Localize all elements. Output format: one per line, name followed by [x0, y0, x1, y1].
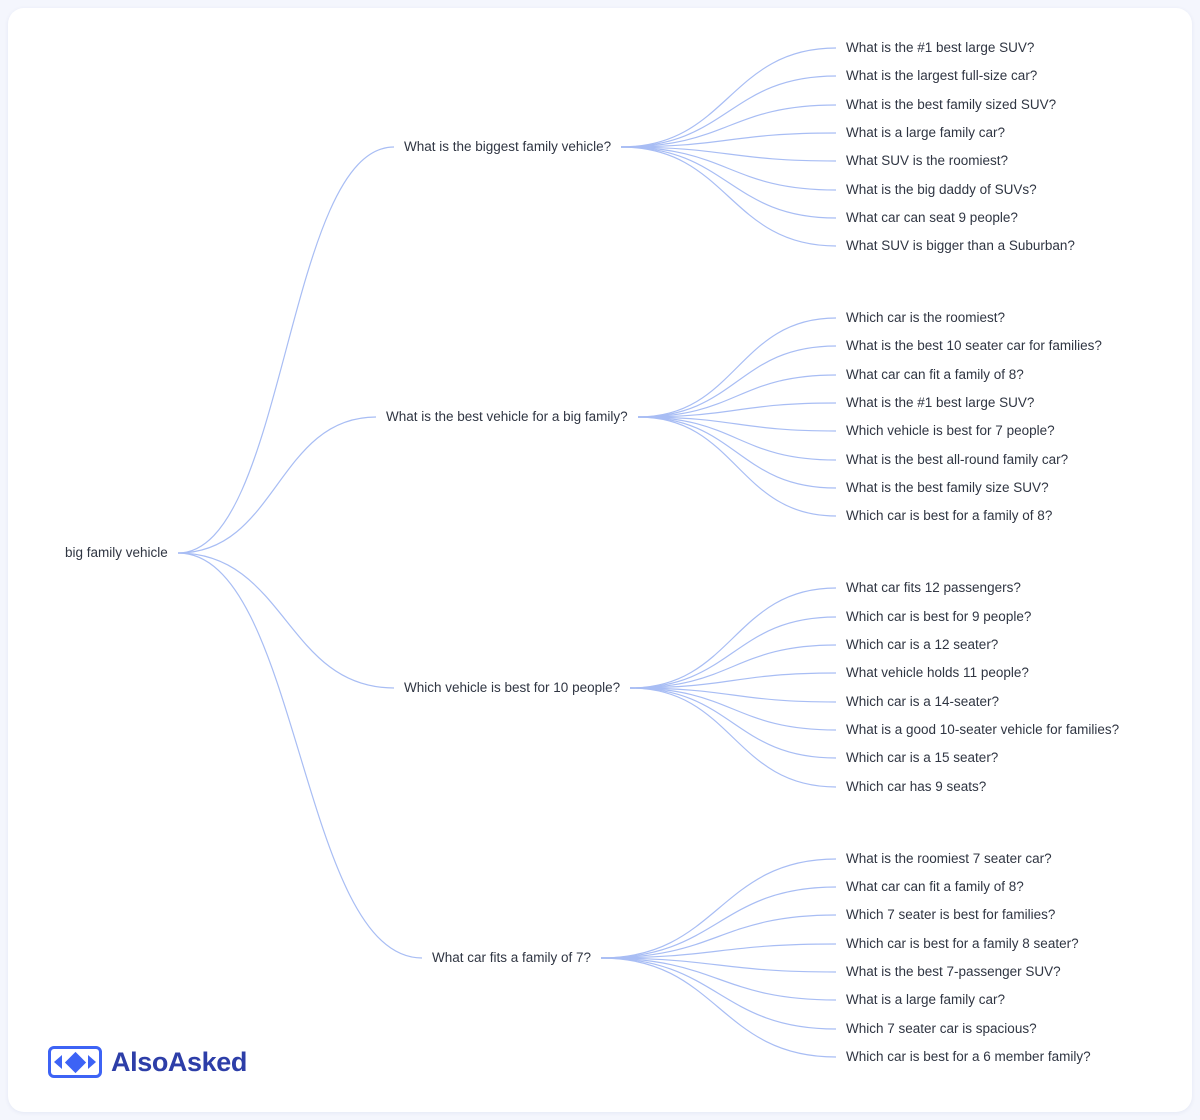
leaf-node-2-1[interactable]: Which car is best for 9 people? — [846, 609, 1032, 624]
leaf-node-2-5[interactable]: What is a good 10-seater vehicle for families? — [846, 722, 1120, 737]
mindmap-board[interactable] — [8, 8, 1192, 1112]
leaf-node-3-2[interactable]: Which 7 seater is best for families? — [846, 907, 1056, 922]
leaf-node-0-4[interactable]: What SUV is the roomiest? — [846, 153, 1009, 168]
leaf-node-3-1[interactable]: What car can fit a family of 8? — [846, 879, 1024, 894]
leaf-node-0-1[interactable]: What is the largest full-size car? — [846, 68, 1038, 83]
leaf-node-0-3[interactable]: What is a large family car? — [846, 125, 1006, 140]
alsoasked-logo-icon — [48, 1046, 102, 1078]
leaf-node-3-0[interactable]: What is the roomiest 7 seater car? — [846, 851, 1052, 866]
leaf-node-1-1[interactable]: What is the best 10 seater car for families? — [846, 338, 1102, 353]
leaf-node-3-6[interactable]: Which 7 seater car is spacious? — [846, 1021, 1037, 1036]
leaf-node-3-3[interactable]: Which car is best for a family 8 seater? — [846, 936, 1079, 951]
leaf-node-1-5[interactable]: What is the best all-round family car? — [846, 452, 1069, 467]
leaf-node-0-0[interactable]: What is the #1 best large SUV? — [846, 40, 1035, 55]
leaf-node-1-6[interactable]: What is the best family size SUV? — [846, 480, 1049, 495]
leaf-node-2-0[interactable]: What car fits 12 passengers? — [846, 580, 1021, 595]
leaf-node-2-7[interactable]: Which car has 9 seats? — [846, 779, 987, 794]
leaf-node-2-4[interactable]: Which car is a 14-seater? — [846, 694, 1000, 709]
leaf-node-3-4[interactable]: What is the best 7-passenger SUV? — [846, 964, 1061, 979]
brand-name: AlsoAsked — [111, 1046, 247, 1077]
branch-node-3[interactable]: What car fits a family of 7? — [432, 950, 592, 965]
leaf-node-3-5[interactable]: What is a large family car? — [846, 992, 1006, 1007]
root-node[interactable]: big family vehicle — [65, 545, 168, 560]
leaf-node-1-3[interactable]: What is the #1 best large SUV? — [846, 395, 1035, 410]
leaf-node-2-6[interactable]: Which car is a 15 seater? — [846, 750, 999, 765]
branch-node-1[interactable]: What is the best vehicle for a big family? — [386, 409, 628, 424]
leaf-node-0-2[interactable]: What is the best family sized SUV? — [846, 97, 1057, 112]
leaf-node-0-6[interactable]: What car can seat 9 people? — [846, 210, 1018, 225]
leaf-node-3-7[interactable]: Which car is best for a 6 member family? — [846, 1049, 1091, 1064]
alsoasked-logo — [48, 1046, 247, 1078]
branch-node-0[interactable]: What is the biggest family vehicle? — [404, 139, 612, 154]
branch-node-2[interactable]: Which vehicle is best for 10 people? — [404, 680, 621, 695]
leaf-node-0-5[interactable]: What is the big daddy of SUVs? — [846, 182, 1037, 197]
leaf-node-1-4[interactable]: Which vehicle is best for 7 people? — [846, 423, 1055, 438]
leaf-node-1-7[interactable]: Which car is best for a family of 8? — [846, 508, 1053, 523]
leaf-node-0-7[interactable]: What SUV is bigger than a Suburban? — [846, 238, 1075, 253]
leaf-node-2-2[interactable]: Which car is a 12 seater? — [846, 637, 999, 652]
leaf-node-1-0[interactable]: Which car is the roomiest? — [846, 310, 1006, 325]
leaf-node-1-2[interactable]: What car can fit a family of 8? — [846, 367, 1024, 382]
leaf-node-2-3[interactable]: What vehicle holds 11 people? — [846, 665, 1029, 680]
